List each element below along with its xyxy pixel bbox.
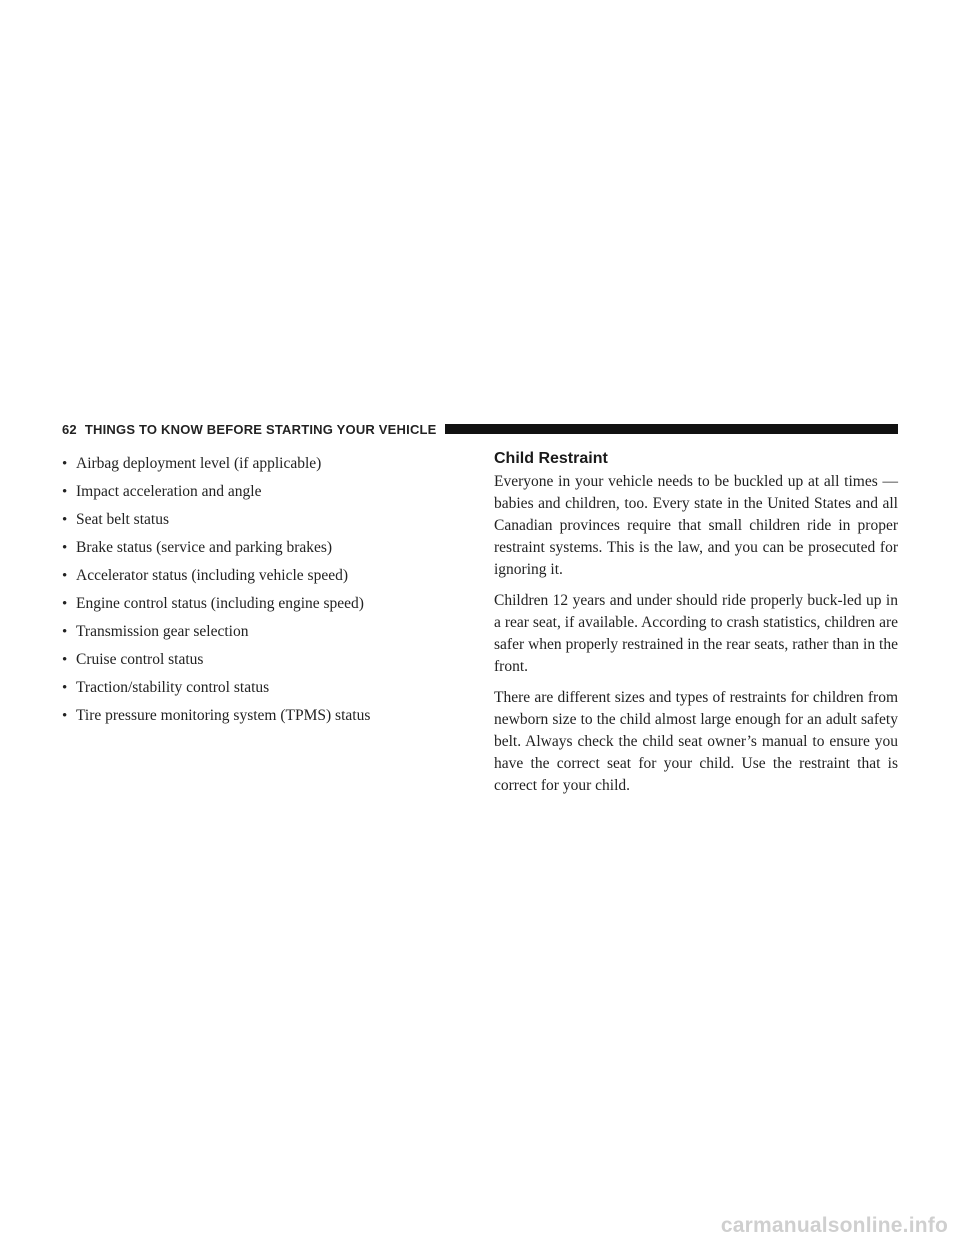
list-item <box>62 478 472 506</box>
watermark-text: carmanualsonline.info <box>720 1214 948 1237</box>
bullet-icon: • <box>62 596 68 612</box>
list-item <box>62 562 472 590</box>
child-restraint-heading: Child Restraint <box>494 450 608 467</box>
list-item <box>62 674 472 702</box>
list-item <box>62 450 472 478</box>
list-item-label: Airbag deployment level (if applicable) <box>76 455 322 472</box>
list-item-label: Traction/stability control status <box>76 679 270 696</box>
bullet-icon: • <box>62 456 68 472</box>
bullet-icon: • <box>62 512 68 528</box>
list-item-label: Brake status (service and parking brakes) <box>76 539 333 556</box>
list-item-label: Engine control status (including engine speed) <box>76 595 364 612</box>
list-item-label: Tire pressure monitoring system (TPMS) status <box>76 707 371 724</box>
list-item-label: Cruise control status <box>76 651 204 668</box>
bullet-icon: • <box>62 708 68 724</box>
running-header <box>62 418 898 440</box>
section-title: THINGS TO KNOW BEFORE STARTING YOUR VEHICLE <box>84 421 437 437</box>
left-column <box>62 450 472 730</box>
list-item <box>62 702 472 730</box>
bullet-icon: • <box>62 540 68 556</box>
list-item <box>62 590 472 618</box>
list-item-label: Accelerator status (including vehicle speed) <box>76 567 348 584</box>
body-paragraph: Everyone in your vehicle needs to be buckled up at all times — babies and children, too. Every state in the United States and all Canadian provinces require that small children ride in proper restraint systems. This is the law, and you can be prosecuted for ignoring it. <box>494 473 898 578</box>
bullet-icon: • <box>62 568 68 584</box>
list-item <box>62 646 472 674</box>
right-column <box>494 448 898 806</box>
list-item-label: Transmission gear selection <box>76 623 249 640</box>
bullet-icon: • <box>62 484 68 500</box>
recorded-data-list <box>62 450 472 730</box>
list-item <box>62 506 472 534</box>
list-item <box>62 618 472 646</box>
bullet-icon: • <box>62 624 68 640</box>
list-item-label: Impact acceleration and angle <box>76 483 262 500</box>
list-item-label: Seat belt status <box>76 511 169 528</box>
bullet-icon: • <box>62 652 68 668</box>
list-item <box>62 534 472 562</box>
body-paragraph: Children 12 years and under should ride properly buck-led up in a rear seat, if available. According to crash statistics, children are safer when properly restrained in the rear seats, rather than in the front. <box>494 592 898 675</box>
header-rule-bar <box>445 424 898 434</box>
page-number: 62 <box>62 421 77 437</box>
bullet-icon: • <box>62 680 68 696</box>
body-paragraph: There are different sizes and types of restraints for children from newborn size to the child almost large enough for an adult safety belt. Always check the child seat owner’s manual to ensure you have the correct seat for your child. Use the restraint that is correct for your child. <box>494 689 898 794</box>
